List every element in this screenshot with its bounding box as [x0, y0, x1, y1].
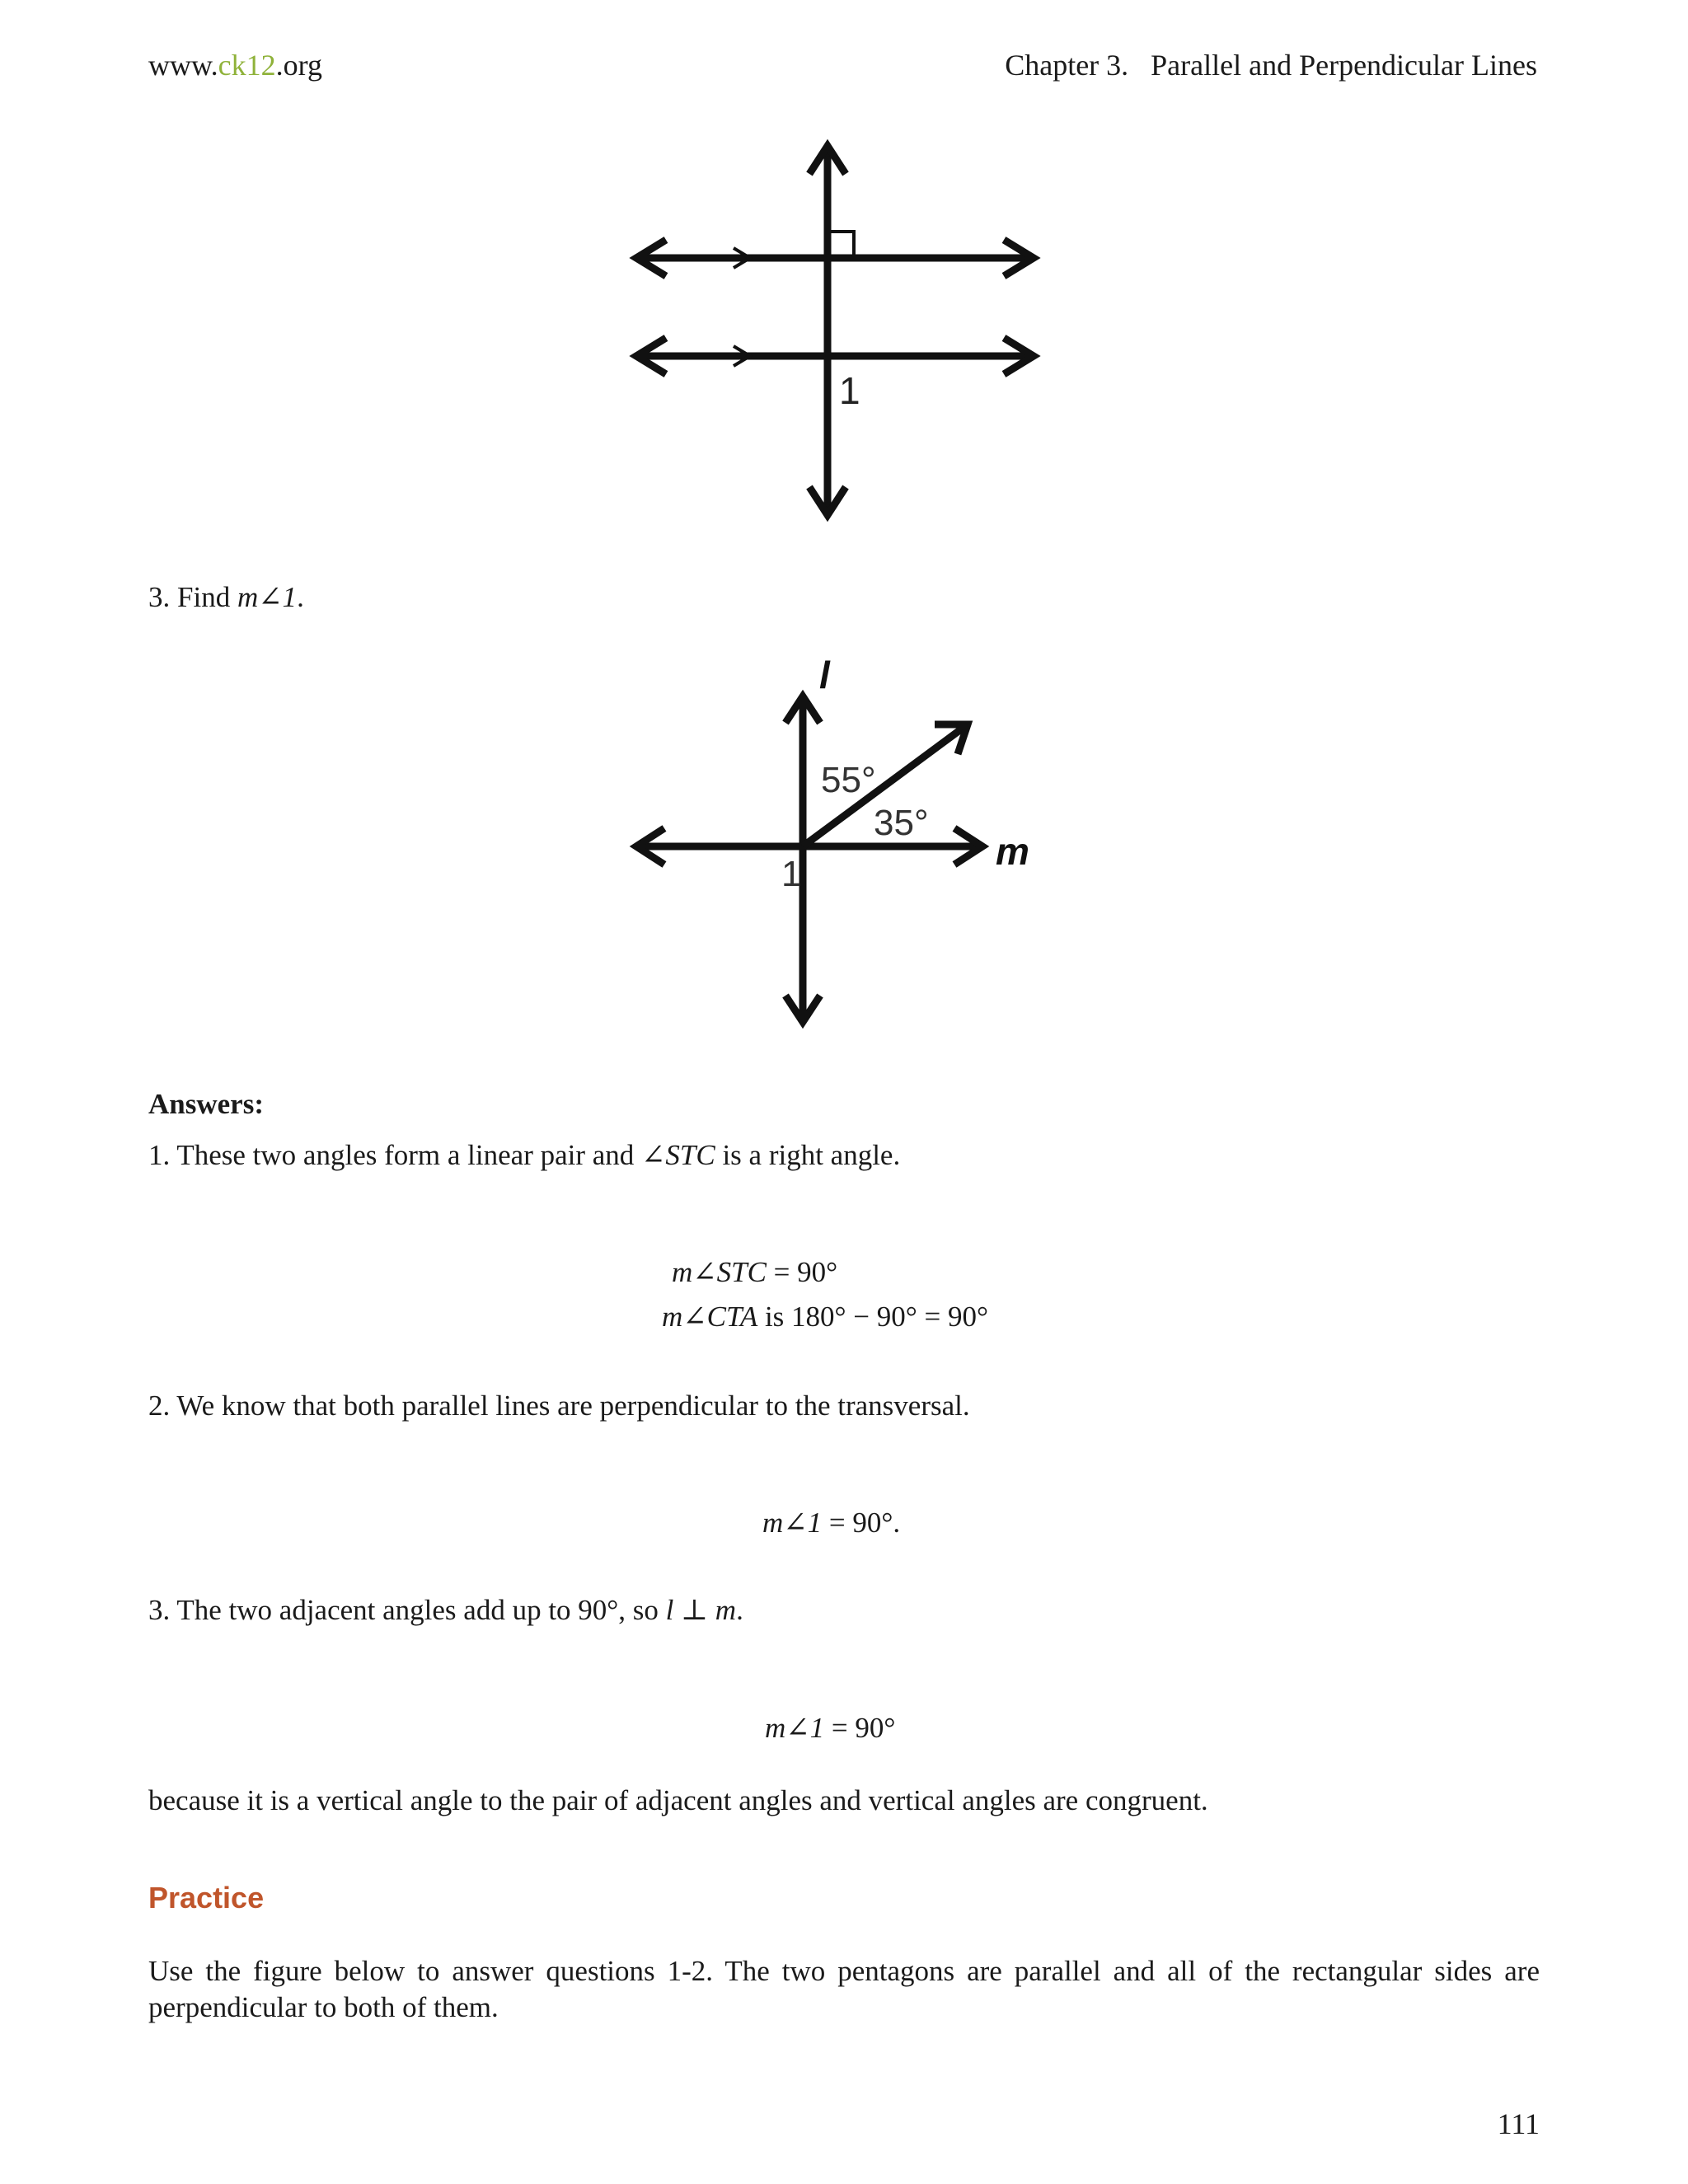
answer-2: 2. We know that both parallel lines are perpendicular to the transversal. [148, 1390, 970, 1422]
figure-perpendicular-lines [626, 655, 1055, 1034]
angle-35-label: 35° [874, 803, 929, 843]
equation-3: m∠1 = 90°. [762, 1507, 901, 1539]
site-brand: ck12 [218, 49, 276, 82]
equation-1: m∠STC = 90° [672, 1256, 838, 1288]
question-3-expr: m∠1 [237, 581, 298, 613]
question-3: 3. Find m∠1. [148, 581, 304, 613]
site-prefix: www. [148, 49, 218, 82]
line-m-label: m [996, 830, 1029, 873]
site-suffix: .org [275, 49, 322, 82]
angle-1-label: 1 [839, 369, 860, 412]
angle-1-label: 1 [781, 854, 802, 894]
answer-3: 3. The two adjacent angles add up to 90°, so l ⊥ m. [148, 1594, 743, 1626]
chapter-title: Chapter 3. Parallel and Perpendicular Lines [1005, 49, 1537, 82]
answers-heading: Answers: [148, 1088, 264, 1120]
line-l-label: l [819, 655, 830, 696]
site-url[interactable] [148, 48, 322, 82]
right-angle-mark-icon [828, 232, 854, 258]
practice-heading: Practice [148, 1881, 265, 1915]
equation-4: m∠1 = 90° [765, 1712, 896, 1744]
figure-parallel-lines [626, 128, 1055, 532]
because-text: because it is a vertical angle to the pair of adjacent angles and vertical angles are congruent. [148, 1784, 1208, 1816]
practice-intro: Use the figure below to answer questions 1-2. The two pentagons are parallel and all of the rectangular sides are perpendicular to both of them. [148, 1955, 1540, 2023]
angle-55-label: 55° [821, 760, 876, 800]
answer-1: 1. These two angles form a linear pair and ∠STC is a right angle. [148, 1139, 901, 1171]
page-number: 111 [1497, 2107, 1540, 2140]
equation-2: m∠CTA is 180° − 90° = 90° [662, 1301, 989, 1333]
